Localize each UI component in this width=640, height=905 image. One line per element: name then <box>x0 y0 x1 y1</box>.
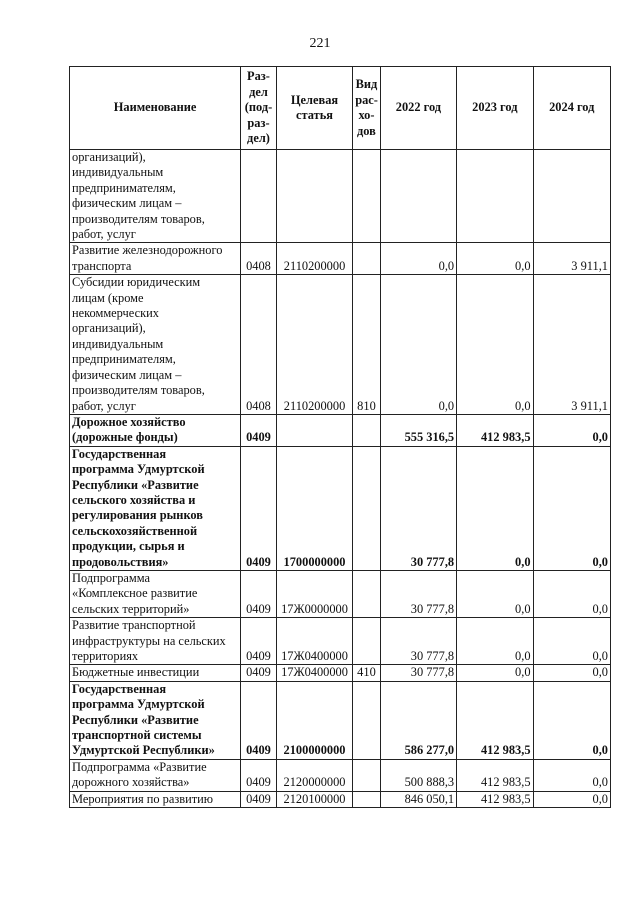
cell-2022-text: 555 316,5 <box>404 430 455 445</box>
cell-section-text: 0409 <box>246 665 271 680</box>
cell-type <box>353 414 381 446</box>
cell-2023 <box>457 150 533 243</box>
cell-type <box>353 665 381 681</box>
cell-section <box>241 759 277 791</box>
cell-name <box>70 275 241 415</box>
cell-2024 <box>533 446 610 570</box>
cell-name <box>70 665 241 681</box>
cell-2023-text: 0,0 <box>515 649 531 663</box>
cell-2023 <box>457 618 533 665</box>
cell-2024-text: 0,0 <box>592 775 608 790</box>
cell-2022 <box>380 681 456 759</box>
header-2022: 2022 год <box>380 67 456 150</box>
cell-2024 <box>533 150 610 243</box>
cell-type <box>353 791 381 807</box>
cell-2023 <box>457 446 533 570</box>
cell-type <box>353 570 381 617</box>
cell-name-text: Развитие транспортной инфраструктуры на сельских территориях <box>72 618 226 663</box>
cell-target <box>276 618 352 665</box>
cell-2022 <box>380 150 456 243</box>
cell-target <box>276 759 352 791</box>
cell-target-text: 2110200000 <box>283 258 346 273</box>
cell-2022 <box>380 570 456 617</box>
cell-name <box>70 681 241 759</box>
table-row <box>70 243 611 275</box>
cell-section-text: 0409 <box>246 601 271 616</box>
cell-type <box>353 243 381 275</box>
cell-2023 <box>457 791 533 807</box>
cell-section-text: 0409 <box>246 791 271 806</box>
cell-2024-text: 3 911,1 <box>571 258 608 273</box>
cell-2022 <box>380 759 456 791</box>
cell-section <box>241 446 277 570</box>
cell-2024 <box>533 759 610 791</box>
cell-2023 <box>457 665 533 681</box>
cell-2023-text: 412 983,5 <box>480 430 531 445</box>
cell-type <box>353 759 381 791</box>
cell-2022 <box>380 618 456 665</box>
header-section: Раз- дел (под- раз- дел) <box>241 67 277 150</box>
cell-type <box>353 446 381 570</box>
cell-2023-text: 0,0 <box>515 601 531 616</box>
cell-name <box>70 570 241 617</box>
cell-section <box>241 665 277 681</box>
table-row <box>70 759 611 791</box>
cell-2023-text: 412 983,5 <box>480 775 531 790</box>
header-2023: 2023 год <box>457 67 533 150</box>
cell-2023 <box>457 681 533 759</box>
cell-2023-text: 0,0 <box>515 554 531 569</box>
table-row <box>70 570 611 617</box>
cell-name-text: Развитие железнодорожного транспорта <box>72 243 223 273</box>
cell-2023-text: 0,0 <box>515 258 531 273</box>
cell-target-text: 17Ж0400000 <box>281 649 348 663</box>
table-row <box>70 618 611 665</box>
cell-section <box>241 791 277 807</box>
cell-section <box>241 414 277 446</box>
cell-section-text: 0409 <box>246 775 271 790</box>
cell-type-text: 810 <box>357 398 376 413</box>
cell-2024-text: 0,0 <box>592 743 608 758</box>
cell-section <box>241 150 277 243</box>
cell-target-text: 2110200000 <box>283 398 346 413</box>
cell-name <box>70 446 241 570</box>
header-target: Целевая статья <box>276 67 352 150</box>
cell-2023 <box>457 414 533 446</box>
cell-2024-text: 0,0 <box>592 554 608 569</box>
cell-2023 <box>457 570 533 617</box>
cell-target <box>276 150 352 243</box>
cell-2024 <box>533 665 610 681</box>
cell-section <box>241 243 277 275</box>
cell-2022-text: 30 777,8 <box>410 665 455 680</box>
cell-2024 <box>533 414 610 446</box>
cell-name-text: Мероприятия по развитию <box>72 791 214 806</box>
table-row <box>70 681 611 759</box>
cell-name <box>70 759 241 791</box>
cell-type <box>353 618 381 665</box>
cell-section <box>241 681 277 759</box>
cell-2024-text: 3 911,1 <box>571 398 608 413</box>
cell-name-text: Государственная программа Удмуртской Республики «Развитие сельского хозяйства и регулирования рынков сельскохозяйственной продукции, сырья и продовольствия» <box>72 446 205 569</box>
cell-2024-text: 0,0 <box>592 665 608 680</box>
cell-2022 <box>380 665 456 681</box>
cell-type <box>353 681 381 759</box>
cell-section-text: 0409 <box>246 743 271 758</box>
cell-2024-text: 0,0 <box>592 791 608 806</box>
cell-target-text: 1700000000 <box>283 554 346 569</box>
table-row <box>70 275 611 415</box>
cell-name-text: Бюджетные инвестиции <box>72 665 200 680</box>
cell-2024 <box>533 275 610 415</box>
cell-type <box>353 150 381 243</box>
cell-target-text: 2120000000 <box>283 775 346 790</box>
header-name: Наименование <box>70 67 241 150</box>
cell-2024-text: 0,0 <box>592 601 608 616</box>
cell-name-text: Государственная программа Удмуртской Республики «Развитие транспортной системы Удмуртской Республики» <box>72 681 215 758</box>
table-header-row <box>70 67 611 150</box>
cell-2022-text: 0,0 <box>438 398 455 413</box>
cell-2024 <box>533 791 610 807</box>
cell-2023 <box>457 759 533 791</box>
cell-name-text: Субсидии юридическим лицам (кроме некоммерческих организаций), индивидуальным предпринимателям, физическим лицам – производителям товаров, работ, услуг <box>72 275 205 413</box>
budget-table <box>69 66 611 808</box>
cell-section <box>241 275 277 415</box>
cell-section-text: 0408 <box>246 398 271 413</box>
cell-type <box>353 275 381 415</box>
header-type: Вид рас- хо- дов <box>353 67 381 150</box>
cell-2022-text: 30 777,8 <box>410 649 455 663</box>
cell-section <box>241 570 277 617</box>
table-row <box>70 414 611 446</box>
table-row <box>70 150 611 243</box>
cell-name <box>70 791 241 807</box>
cell-2024 <box>533 618 610 665</box>
cell-2024-text: 0,0 <box>592 430 608 445</box>
cell-target <box>276 665 352 681</box>
cell-2022-text: 586 277,0 <box>404 743 455 758</box>
cell-name-text: организаций), индивидуальным предпринимателям, физическим лицам – производителям товаров, работ, услуг <box>72 150 205 242</box>
cell-2022 <box>380 243 456 275</box>
table-row <box>70 791 611 807</box>
cell-2023-text: 0,0 <box>515 665 531 680</box>
cell-section-text: 0409 <box>246 649 271 663</box>
cell-target <box>276 681 352 759</box>
cell-2022-text: 846 050,1 <box>404 791 455 806</box>
cell-2022-text: 30 777,8 <box>410 554 455 569</box>
cell-2024 <box>533 681 610 759</box>
cell-2024 <box>533 243 610 275</box>
cell-target-text: 2120100000 <box>283 791 346 806</box>
cell-2022 <box>380 414 456 446</box>
cell-target <box>276 275 352 415</box>
cell-target <box>276 791 352 807</box>
cell-2022 <box>380 446 456 570</box>
table-body <box>70 150 611 808</box>
cell-2023 <box>457 243 533 275</box>
cell-2022 <box>380 275 456 415</box>
cell-target-text: 2100000000 <box>283 743 346 758</box>
cell-2022-text: 30 777,8 <box>410 601 455 616</box>
cell-2023 <box>457 275 533 415</box>
cell-name <box>70 414 241 446</box>
cell-target <box>276 446 352 570</box>
cell-section-text: 0409 <box>246 430 271 445</box>
cell-2024 <box>533 570 610 617</box>
cell-target-text: 17Ж0000000 <box>281 601 348 616</box>
cell-2022-text: 0,0 <box>438 258 455 273</box>
cell-2024-text: 0,0 <box>592 649 608 663</box>
cell-target <box>276 243 352 275</box>
cell-2023-text: 412 983,5 <box>480 743 531 758</box>
cell-target-text: 17Ж0400000 <box>281 665 348 680</box>
cell-section <box>241 618 277 665</box>
cell-section-text: 0408 <box>246 258 271 273</box>
cell-target <box>276 570 352 617</box>
cell-name <box>70 618 241 665</box>
cell-2023-text: 412 983,5 <box>480 791 531 806</box>
cell-type-text: 410 <box>357 665 376 680</box>
cell-name <box>70 243 241 275</box>
cell-name-text: Подпрограмма «Развитие дорожного хозяйства» <box>72 759 207 790</box>
header-2024: 2024 год <box>533 67 610 150</box>
cell-target <box>276 414 352 446</box>
cell-name <box>70 150 241 243</box>
cell-2022 <box>380 791 456 807</box>
cell-2022-text: 500 888,3 <box>404 775 455 790</box>
cell-name-text: Подпрограмма «Комплексное развитие сельских территорий» <box>72 570 198 616</box>
page-number: 221 <box>309 36 331 51</box>
cell-name-text: Дорожное хозяйство (дорожные фонды) <box>72 414 186 445</box>
table-row <box>70 446 611 570</box>
table-row <box>70 665 611 681</box>
cell-2023-text: 0,0 <box>515 398 531 413</box>
cell-section-text: 0409 <box>246 554 271 569</box>
